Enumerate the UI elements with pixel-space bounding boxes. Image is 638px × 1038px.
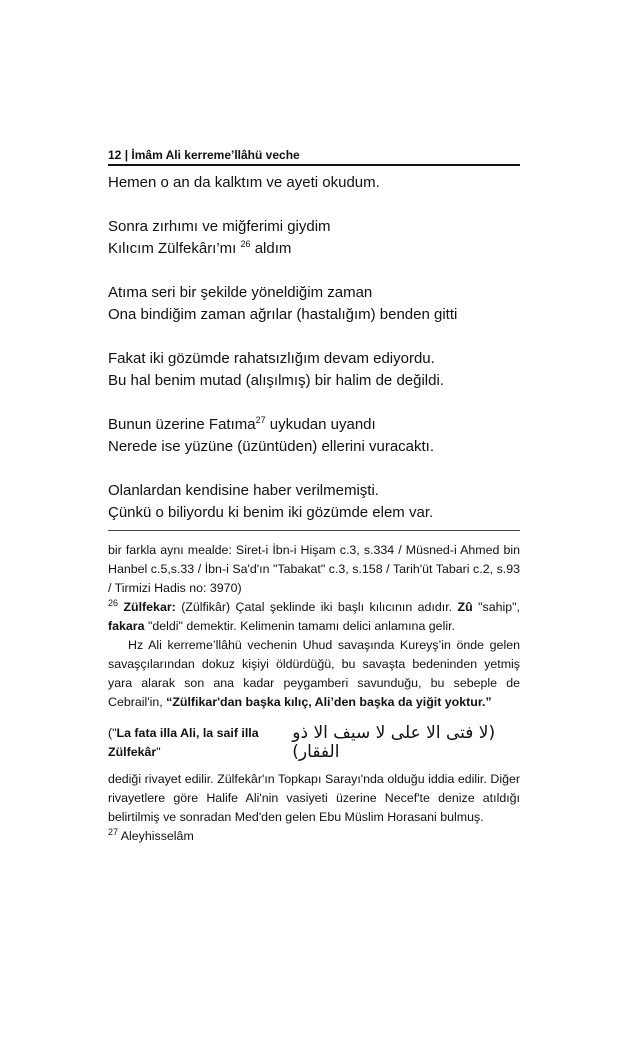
stanza-5	[108, 414, 520, 458]
verse-line: Hemen o an da kalktım ve ayeti okudum.	[108, 174, 380, 191]
footnote-continuation: bir farkla aynı mealde: Siret-i İbn-i Hişam c.3, s.334 / Müsned-i Ahmed bin Hanbel c.5,s.33 / İbn-i Sa'd'ın "Tabakat" c.3, s.158 / Tarih'üt Tabari c.2, s.93 / Tirmizi Hadis no: 3970)	[108, 543, 520, 595]
arabic-text: (لا فتى الا على لا سيف الا ذو الفقار)	[292, 723, 496, 762]
footnote-27	[108, 827, 520, 846]
verse-line: Çünkü o biliyordu ki benim iki gözümde elem var.	[108, 504, 434, 521]
footnote-text: Aleyhisselâm	[118, 829, 194, 843]
header-separator: |	[121, 148, 132, 162]
verse-text: Kılıcım Zülfekârı’mı	[108, 240, 241, 257]
footnote-term: fakara	[108, 619, 145, 633]
verse-line: Bu hal benim mutad (alışılmış) bir halim de değildi.	[108, 372, 444, 389]
book-page	[108, 148, 520, 846]
stanza-3	[108, 282, 520, 326]
transliteration-line	[108, 724, 520, 762]
stanza-4	[108, 348, 520, 392]
footnote-ref-27: 27	[255, 415, 266, 425]
verse-line	[108, 238, 520, 260]
stanza-1	[108, 172, 520, 194]
verse-line	[108, 414, 520, 436]
footnote-term: Zû	[457, 600, 473, 614]
footnote-26	[108, 598, 520, 636]
verse-line: Atıma seri bir şekilde yöneldiğim zaman	[108, 284, 373, 301]
footnote-text: Hz Ali kerreme’llâhü vechenin Uhud savaşında Kureyş’in önde gelen savaşçılarından dokuz kişiyi öldürdüğü, bu savaşta bedeninden yetmiş yara alarak son ana kadar peygamberi savunduğu, bu sebeple de Cebrail'in,	[108, 638, 520, 709]
page-number: 12	[108, 148, 122, 162]
quote-mark: ("	[108, 726, 117, 740]
poem	[108, 172, 520, 524]
verse-line: Olanlardan kendisine haber verilmemişti.	[108, 482, 379, 499]
footnote-term: Zülfekar:	[123, 600, 176, 614]
footnote-paragraph	[108, 636, 520, 712]
verse-text: Bunun üzerine Fatıma	[108, 416, 256, 433]
verse-line: Ona bindiğim zaman ağrılar (hastalığım) benden gitti	[108, 306, 458, 323]
transliteration-text: La fata illa Ali, la saif illa Zülfekâr	[108, 726, 259, 759]
verse-line: Sonra zırhımı ve miğferimi giydim	[108, 218, 331, 235]
quote-mark: "	[156, 745, 161, 759]
running-header	[108, 148, 520, 166]
footnote-number: 27	[108, 826, 119, 837]
footnote-number: 26	[108, 597, 119, 608]
footnote-text: "sahip",	[472, 600, 520, 614]
footnote-paragraph: dediği rivayet edilir. Zülfekâr'ın Topkapı Sarayı'nda olduğu iddia edilir. Diğer rivayetlere göre Halife Ali'nin vasiyeti üzerine Necef'te denize atıldığı belirtilmiş ve sonradan Med'den gelen Ebu Müslim Horasani bulmuş.	[108, 772, 520, 824]
quote-bold: “Zülfikar'dan başka kılıç, Ali’den başka da yiğit yoktur.”	[166, 695, 492, 709]
stanza-6	[108, 480, 520, 524]
verse-text: aldım	[250, 240, 292, 257]
stanza-2	[108, 216, 520, 260]
transliteration	[108, 724, 292, 762]
footnote-divider	[108, 530, 520, 531]
footnotes	[108, 541, 520, 846]
footnote-text: (Zülfikâr) Çatal şeklinde iki başlı kılıcının adıdır.	[175, 600, 458, 614]
footnote-ref-26: 26	[240, 239, 251, 249]
verse-text: uykudan uyandı	[265, 416, 376, 433]
verse-line: Fakat iki gözümde rahatsızlığım devam ediyordu.	[108, 350, 435, 367]
header-title: İmâm Ali kerreme’llâhü veche	[131, 148, 300, 162]
verse-line: Nerede ise yüzüne (üzüntüden) ellerini vuracaktı.	[108, 438, 435, 455]
footnote-text: "deldi" demektir. Kelimenin tamamı delici anlamına gelir.	[144, 619, 455, 633]
